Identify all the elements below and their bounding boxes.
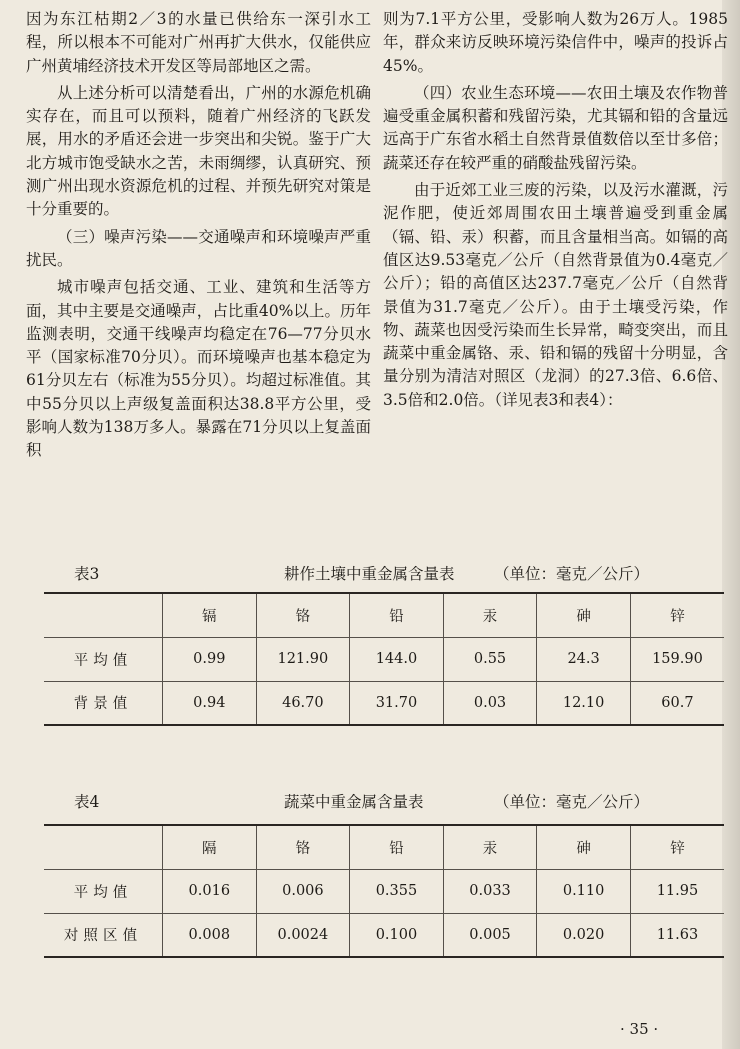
row-label: 平均值 (44, 869, 163, 913)
table-cell: 0.03 (443, 681, 537, 725)
table-cell: 0.99 (163, 637, 257, 681)
table-header-cell: 汞 (443, 825, 537, 869)
table-row (44, 913, 724, 957)
table4-label: 表4 (74, 793, 100, 811)
table-cell: 46.70 (256, 681, 350, 725)
row-label: 背景值 (44, 681, 163, 725)
table-cell: 159.90 (630, 637, 724, 681)
table3-unit: （单位：毫克／公斤） (494, 565, 650, 583)
table-row (44, 869, 724, 913)
row-label: 平均值 (44, 637, 163, 681)
table-cell: 0.0024 (256, 913, 350, 957)
table-cell: 12.10 (537, 681, 631, 725)
table-cell: 24.3 (537, 637, 631, 681)
table-header-cell: 汞 (443, 593, 537, 637)
table-header-cell (44, 825, 163, 869)
table3-label: 表3 (74, 565, 100, 583)
table-cell: 0.016 (163, 869, 257, 913)
table-cell: 0.355 (350, 869, 444, 913)
table-header-cell: 隔 (163, 825, 257, 869)
table-header-cell: 砷 (537, 593, 631, 637)
table-header-cell: 铅 (350, 593, 444, 637)
table-cell: 11.63 (630, 913, 724, 957)
table3 (44, 592, 724, 726)
table-row (44, 637, 724, 681)
page-number: · 35 · (620, 1020, 659, 1038)
table4-title: 蔬菜中重金属含量表 (284, 793, 424, 811)
table4-caption (74, 790, 694, 812)
table-cell: 0.020 (537, 913, 631, 957)
table-cell: 0.55 (443, 637, 537, 681)
table4-unit: （单位：毫克／公斤） (494, 793, 650, 811)
table-header-cell: 镉 (163, 593, 257, 637)
table-row (44, 681, 724, 725)
table3-title: 耕作土壤中重金属含量表 (284, 565, 455, 583)
table-cell: 0.006 (256, 869, 350, 913)
table-cell: 0.033 (443, 869, 537, 913)
table-cell: 121.90 (256, 637, 350, 681)
paragraph: 从上述分析可以清楚看出，广州的水源危机确实存在，而且可以预料，随着广州经济的飞跃发展，用水的矛盾还会进一步突出和尖锐。鉴于广大北方城市饱受缺水之苦，未雨绸缪，认真研究、预测广州出现水资源危机的过程、并预先研究对策是十分重要的。 (26, 83, 371, 219)
table-header-row (44, 593, 724, 637)
table-cell: 0.110 (537, 869, 631, 913)
table-header-cell: 锌 (630, 593, 724, 637)
table-cell: 0.94 (163, 681, 257, 725)
table-cell: 11.95 (630, 869, 724, 913)
table-cell: 144.0 (350, 637, 444, 681)
table-header-cell: 砷 (537, 825, 631, 869)
right-column (383, 8, 728, 416)
table-cell: 0.005 (443, 913, 537, 957)
table-cell: 0.008 (163, 913, 257, 957)
row-label: 对照区值 (44, 913, 163, 957)
left-column (26, 8, 371, 467)
paragraph: 城市噪声包括交通、工业、建筑和生活等方面，其中主要是交通噪声，占比重40%以上。历年监测表明，交通干线噪声均稳定在76—77分贝水平（国家标准70分贝）。而环境噪声也基本稳定为61分贝左右（标准为55分贝）。均超过标准值。其中55分贝以上声级复盖面积达38.8平方公里，受影响人数为138万多人。暴露在71分贝以上复盖面积 (26, 278, 371, 460)
table-cell: 0.100 (350, 913, 444, 957)
table-cell: 60.7 (630, 681, 724, 725)
table-header-row (44, 825, 724, 869)
table-header-cell: 铅 (350, 825, 444, 869)
table-header-cell: 铬 (256, 593, 350, 637)
table-cell: 31.70 (350, 681, 444, 725)
paragraph: 因为东江枯期2／3的水量已供给东一深引水工程，所以根本不可能对广州再扩大供水，仅能供应广州黄埔经济技术开发区等局部地区之需。 (26, 10, 371, 75)
table3-caption (74, 562, 694, 584)
section-heading-agriculture: （四）农业生态环境——农田土壤及农作物普遍受重金属积蓄和残留污染，尤其镉和铅的含量远远高于广东省水稻土自然背景值数倍以至廿多倍；蔬菜还存在较严重的硝酸盐残留污染。 (383, 83, 728, 172)
table4 (44, 824, 724, 958)
section-heading-noise: （三）噪声污染——交通噪声和环境噪声严重扰民。 (26, 227, 371, 269)
table-header-cell: 铬 (256, 825, 350, 869)
paragraph: 由于近郊工业三废的污染，以及污水灌溉，污泥作肥，使近郊周围农田土壤普遍受到重金属（镉、铅、汞）积蓄，而且含量相当高。如镉的高值区达9.53毫克／公斤（自然背景值为0.4毫克／公斤）；铅的高值区达237.7毫克／公斤（自然背景值为31.7毫克／公斤）。由于土壤受污染，作物、蔬菜也因受污染而生长异常，畸变突出，而且蔬菜中重金属铬、汞、铅和镉的残留十分明显，含量分别为清洁对照区（龙洞）的27.3倍、6.6倍、3.5倍和2.0倍。（详见表3和表4）： (383, 181, 728, 409)
table-header-cell (44, 593, 163, 637)
table-header-cell: 锌 (630, 825, 724, 869)
paragraph: 则为7.1平方公里，受影响人数为26万人。1985年，群众来访反映环境污染信件中，噪声的投诉占45%。 (383, 10, 728, 75)
